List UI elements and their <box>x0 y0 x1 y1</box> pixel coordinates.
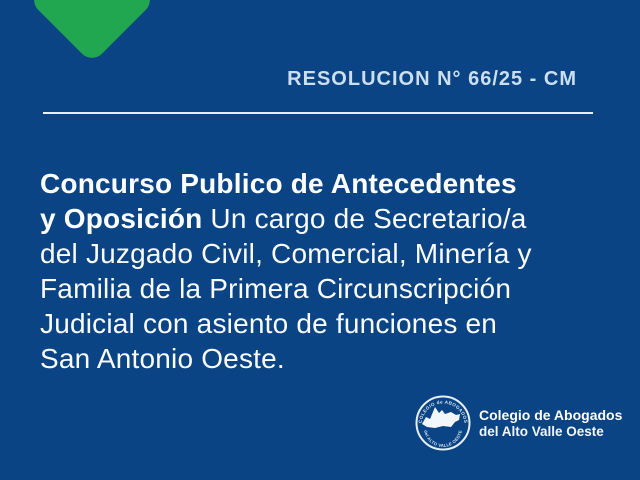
organization-name-line2: del Alto Valle Oeste <box>479 423 604 439</box>
announcement-line: del Juzgado Civil, Comercial, Minería y <box>40 238 532 269</box>
announcement-line: San Antonio Oeste. <box>40 343 285 374</box>
announcement-line: Familia de la Primera Circunscripción <box>40 273 512 304</box>
organization-name-line1: Colegio de Abogados <box>479 406 623 423</box>
seal-ring-text-bottom: del ALTO VALLE OESTE <box>423 429 463 449</box>
bar-association-seal-icon <box>415 395 471 451</box>
resolution-number-label: RESOLUCION N° 66/25 - CM <box>287 68 577 90</box>
announcement-text <box>40 166 610 376</box>
green-chevron-decoration <box>28 0 155 64</box>
header-divider-line <box>43 112 593 114</box>
organization-footer <box>415 395 622 451</box>
announcement-line: Concurso Publico de Antecedentes <box>40 168 517 199</box>
announcement-line: Judicial con asiento de funciones en <box>40 308 498 339</box>
seal-ring-text-top: COLEGIO de ABOGADOS <box>417 399 469 424</box>
organization-name <box>479 407 622 440</box>
announcement-line: y Oposición Un cargo de Secretario/a <box>40 203 527 234</box>
